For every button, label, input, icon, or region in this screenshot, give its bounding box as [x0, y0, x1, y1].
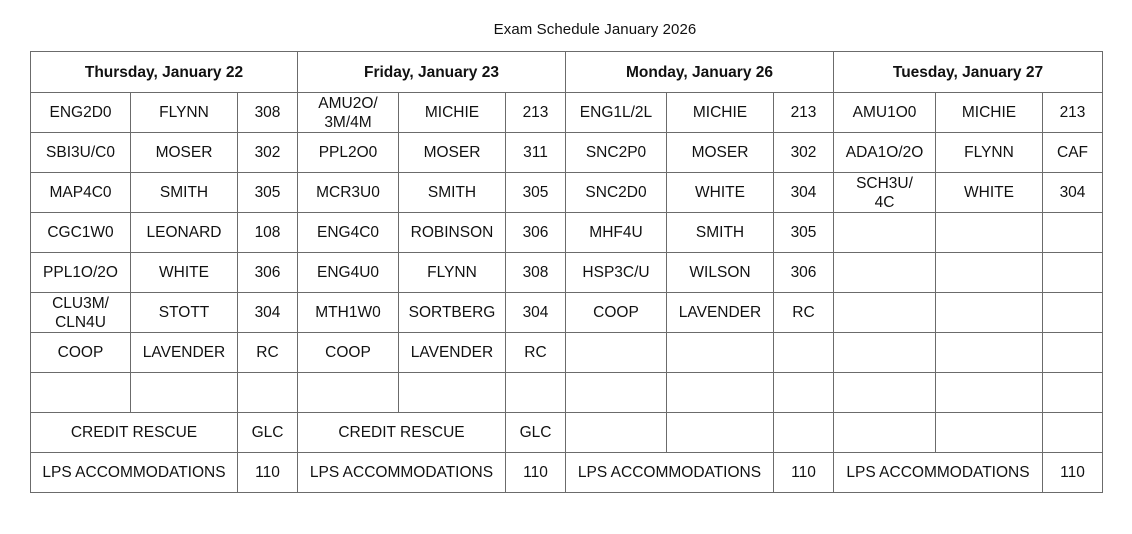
monday-room-cell: RC	[774, 293, 834, 333]
credit-rescue-label: CREDIT RESCUE	[31, 413, 238, 453]
tuesday-teacher-cell: MICHIE	[936, 93, 1043, 133]
lps-accommodations-label: LPS ACCOMMODATIONS	[31, 453, 238, 493]
credit-rescue-room: GLC	[506, 413, 566, 453]
tuesday-room-cell	[1043, 333, 1103, 373]
lps-accommodations-label: LPS ACCOMMODATIONS	[834, 453, 1043, 493]
day-header-row	[31, 52, 1103, 93]
monday-room-cell: 302	[774, 133, 834, 173]
exam-row	[31, 293, 1103, 333]
monday-course-code-cell	[566, 333, 667, 373]
monday-teacher-cell: WILSON	[667, 253, 774, 293]
thursday-room-cell: 304	[238, 293, 298, 333]
thursday-teacher-cell: SMITH	[131, 173, 238, 213]
lps-accommodations-label: LPS ACCOMMODATIONS	[566, 453, 774, 493]
day-header-tuesday: Tuesday, January 27	[834, 52, 1103, 93]
thursday-course-code-cell	[31, 373, 131, 413]
friday-room-cell: 311	[506, 133, 566, 173]
exam-schedule-table	[30, 51, 1103, 493]
monday-course-code-cell: COOP	[566, 293, 667, 333]
thursday-room-cell: RC	[238, 333, 298, 373]
exam-row	[31, 373, 1103, 413]
friday-course-code-cell: ENG4U0	[298, 253, 399, 293]
friday-teacher-cell: ROBINSON	[399, 213, 506, 253]
exam-row	[31, 173, 1103, 213]
monday-teacher-cell	[667, 373, 774, 413]
friday-room-cell: RC	[506, 333, 566, 373]
tuesday-teacher-cell: WHITE	[936, 173, 1043, 213]
thursday-teacher-cell: LEONARD	[131, 213, 238, 253]
friday-room-cell: 304	[506, 293, 566, 333]
credit-rescue-label: CREDIT RESCUE	[298, 413, 506, 453]
lps-accommodations-label: LPS ACCOMMODATIONS	[298, 453, 506, 493]
friday-course-code-cell: PPL2O0	[298, 133, 399, 173]
monday-course-code-cell: MHF4U	[566, 213, 667, 253]
empty-cell	[834, 413, 936, 453]
tuesday-teacher-cell	[936, 293, 1043, 333]
tuesday-room-cell	[1043, 213, 1103, 253]
monday-room-cell	[774, 373, 834, 413]
tuesday-room-cell	[1043, 253, 1103, 293]
monday-course-code-cell: SNC2P0	[566, 133, 667, 173]
exam-row	[31, 253, 1103, 293]
monday-teacher-cell: SMITH	[667, 213, 774, 253]
lps-accommodations-room: 110	[774, 453, 834, 493]
friday-room-cell: 308	[506, 253, 566, 293]
tuesday-course-code-cell	[834, 213, 936, 253]
exam-row	[31, 133, 1103, 173]
tuesday-room-cell: 304	[1043, 173, 1103, 213]
monday-course-code-cell	[566, 373, 667, 413]
thursday-room-cell: 306	[238, 253, 298, 293]
thursday-course-code-cell: CGC1W0	[31, 213, 131, 253]
friday-teacher-cell: SMITH	[399, 173, 506, 213]
day-header-thursday: Thursday, January 22	[31, 52, 298, 93]
exam-row	[31, 213, 1103, 253]
friday-course-code-cell: MCR3U0	[298, 173, 399, 213]
monday-room-cell	[774, 333, 834, 373]
page-title: Exam Schedule January 2026	[493, 21, 697, 38]
thursday-teacher-cell: LAVENDER	[131, 333, 238, 373]
thursday-room-cell: 108	[238, 213, 298, 253]
tuesday-room-cell: 213	[1043, 93, 1103, 133]
thursday-room-cell: 305	[238, 173, 298, 213]
tuesday-course-code-cell	[834, 333, 936, 373]
lps-accommodations-room: 110	[238, 453, 298, 493]
thursday-course-code-cell: MAP4C0	[31, 173, 131, 213]
lps-accommodations-row	[31, 453, 1103, 493]
tuesday-teacher-cell	[936, 253, 1043, 293]
friday-room-cell: 306	[506, 213, 566, 253]
day-header-monday: Monday, January 26	[566, 52, 834, 93]
thursday-room-cell: 302	[238, 133, 298, 173]
monday-room-cell: 304	[774, 173, 834, 213]
empty-cell	[667, 413, 774, 453]
empty-cell	[774, 413, 834, 453]
friday-teacher-cell: MICHIE	[399, 93, 506, 133]
monday-room-cell: 305	[774, 213, 834, 253]
schedule-body	[31, 52, 1103, 493]
monday-course-code-cell: ENG1L/2L	[566, 93, 667, 133]
tuesday-teacher-cell	[936, 213, 1043, 253]
friday-room-cell	[506, 373, 566, 413]
friday-course-code-cell: AMU2O/ 3M/4M	[298, 93, 399, 133]
monday-teacher-cell: LAVENDER	[667, 293, 774, 333]
credit-rescue-room: GLC	[238, 413, 298, 453]
tuesday-room-cell	[1043, 373, 1103, 413]
thursday-course-code-cell: PPL1O/2O	[31, 253, 131, 293]
monday-room-cell: 306	[774, 253, 834, 293]
thursday-room-cell: 308	[238, 93, 298, 133]
monday-room-cell: 213	[774, 93, 834, 133]
lps-accommodations-room: 110	[506, 453, 566, 493]
thursday-teacher-cell	[131, 373, 238, 413]
empty-cell	[566, 413, 667, 453]
friday-course-code-cell: ENG4C0	[298, 213, 399, 253]
empty-cell	[936, 413, 1043, 453]
tuesday-course-code-cell	[834, 253, 936, 293]
thursday-teacher-cell: FLYNN	[131, 93, 238, 133]
tuesday-room-cell: CAF	[1043, 133, 1103, 173]
thursday-teacher-cell: WHITE	[131, 253, 238, 293]
friday-teacher-cell	[399, 373, 506, 413]
thursday-course-code-cell: CLU3M/ CLN4U	[31, 293, 131, 333]
monday-teacher-cell	[667, 333, 774, 373]
friday-course-code-cell: MTH1W0	[298, 293, 399, 333]
monday-teacher-cell: WHITE	[667, 173, 774, 213]
tuesday-teacher-cell	[936, 333, 1043, 373]
empty-cell	[1043, 413, 1103, 453]
friday-room-cell: 305	[506, 173, 566, 213]
credit-rescue-row	[31, 413, 1103, 453]
tuesday-teacher-cell	[936, 373, 1043, 413]
tuesday-course-code-cell	[834, 373, 936, 413]
tuesday-course-code-cell: SCH3U/ 4C	[834, 173, 936, 213]
thursday-teacher-cell: STOTT	[131, 293, 238, 333]
tuesday-room-cell	[1043, 293, 1103, 333]
friday-teacher-cell: SORTBERG	[399, 293, 506, 333]
friday-teacher-cell: LAVENDER	[399, 333, 506, 373]
lps-accommodations-room: 110	[1043, 453, 1103, 493]
thursday-teacher-cell: MOSER	[131, 133, 238, 173]
monday-course-code-cell: HSP3C/U	[566, 253, 667, 293]
day-header-friday: Friday, January 23	[298, 52, 566, 93]
friday-course-code-cell	[298, 373, 399, 413]
thursday-course-code-cell: SBI3U/C0	[31, 133, 131, 173]
thursday-room-cell	[238, 373, 298, 413]
thursday-course-code-cell: ENG2D0	[31, 93, 131, 133]
monday-teacher-cell: MOSER	[667, 133, 774, 173]
monday-teacher-cell: MICHIE	[667, 93, 774, 133]
exam-row	[31, 93, 1103, 133]
friday-teacher-cell: MOSER	[399, 133, 506, 173]
exam-row	[31, 333, 1103, 373]
thursday-course-code-cell: COOP	[31, 333, 131, 373]
tuesday-course-code-cell	[834, 293, 936, 333]
monday-course-code-cell: SNC2D0	[566, 173, 667, 213]
friday-course-code-cell: COOP	[298, 333, 399, 373]
tuesday-teacher-cell: FLYNN	[936, 133, 1043, 173]
tuesday-course-code-cell: AMU1O0	[834, 93, 936, 133]
friday-room-cell: 213	[506, 93, 566, 133]
tuesday-course-code-cell: ADA1O/2O	[834, 133, 936, 173]
friday-teacher-cell: FLYNN	[399, 253, 506, 293]
